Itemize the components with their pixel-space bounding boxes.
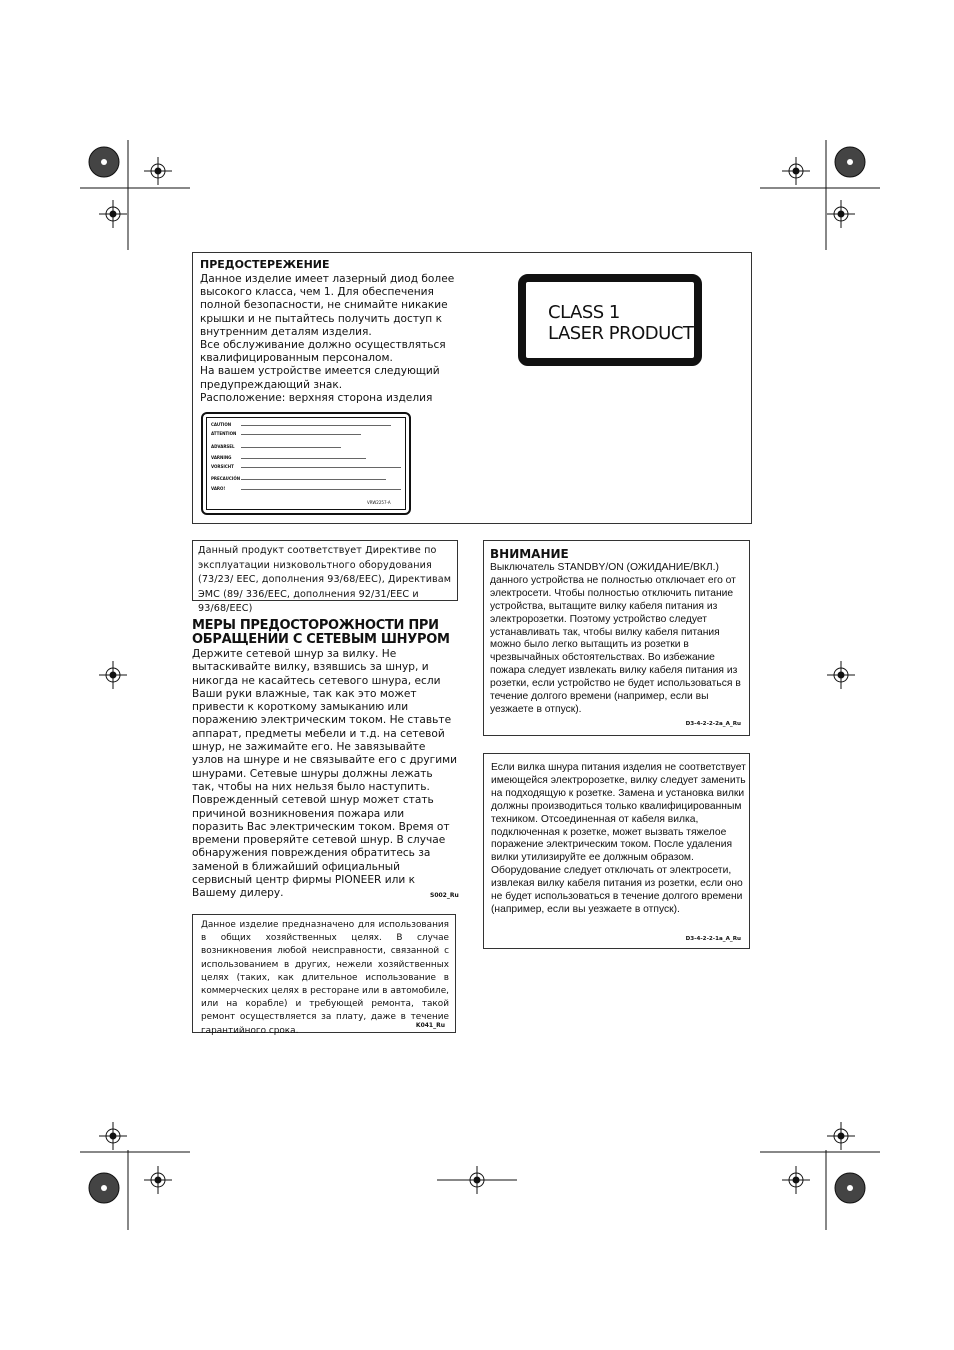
laser-body-text: Данное изделие имеет лазерный диод более высокого класса, чем 1. Для обеспечения полной безопасности, не снимайте никакие крышки и не пытайтесь получить доступ к внутренним деталям изделия. Все обслуживание должно осуществляться квалифицированным персоналом. На вашем устройстве имеется следующий предупреждающий знак. Расположение: верхняя сторона изделия xyxy=(200,273,455,404)
plug-box xyxy=(483,753,750,949)
class1-laser-text: CLASS 1 LASER PRODUCT xyxy=(548,302,694,344)
class1-laser-label xyxy=(518,274,702,366)
home-use-code: K041_Ru xyxy=(415,1022,445,1029)
warn-row-4: VORSICHT xyxy=(211,464,234,469)
plug-code: D3-4-2-2-1a_A_Ru xyxy=(685,936,741,942)
directive-text: Данный продукт соответствует Директиве по эксплуатации низковольтного оборудования (73/23/ EEC, дополнения 93/68/EEC), Директивам ЭМС (89/ 336/EEC, дополнения 92/31/EEC и 93/68/EEC) xyxy=(198,545,452,614)
home-use-text: Данное изделие предназначено для использования в общих хозяйственных целях. В случае возникновения любой неисправности, связанной с использованием в других, нежели хозяйственных целях (таких, как длительное использование в коммерческих целях в ресторане или в автомобиле, или на корабле) и требующей ремонта, такой ремонт осуществляется за плату, даже в течение гарантийного срока. xyxy=(201,920,449,1036)
warn-row-2: ADVARSEL xyxy=(211,444,235,449)
home-use-box xyxy=(192,914,456,1036)
attention-code: D3-4-2-2-2a_A_Ru xyxy=(685,721,741,727)
cord-code: S002_Ru xyxy=(430,892,459,899)
warn-row-5: PRECAUCIÓN xyxy=(211,476,241,481)
plug-text: Если вилка шнура питания изделия не соответствует имеющейся электророзетке, вилку следует заменить на подходящую к розетке. Замена и установка вилки должны производиться только квалифицированным техником. Отсоединенная от кабеля вилка, подключенная к розетке, может вызвать тяжелое поражение электрическим током. После удаления вилки утилизируйте ее должным образом. Оборудование следует отключать от электросети, извлекая вилку кабеля питания из розетки, если оно не будет использоваться в течение долгого времени (например, если вы уезжаете в отпуск). xyxy=(491,762,746,915)
warn-row-0: CAUTION xyxy=(211,422,232,427)
laser-caution-box xyxy=(192,252,752,524)
cord-heading: МЕРЫ ПРЕДОСТОРОЖНОСТИ ПРИ ОБРАЩЕНИИ С СЕТЕВЫМ ШНУРОМ xyxy=(192,618,450,647)
warn-row-3: VARNING xyxy=(211,455,232,460)
cord-text: Держите сетевой шнур за вилку. Не вытаскивайте вилку, взявшись за шнур, и никогда не касайтесь сетевого шнура, если Ваши руки влажные, так как это может привести к короткому замыканию или поражению электрическим током. Не ставьте аппарат, предметы мебели и т.д. на сетевой шнур, не зажимайте его. Не завязывайте узлов на шнуре и не связывайте его с другими шнурами. Сетевые шнуры должны лежать так, чтобы на них нельзя было наступить. Поврежденный сетевой шнур может стать причиной возникновения пожара или поразить Вас электрическим током. Время от времени проверяйте сетевой шнур. В случае обнаружения повреждения обратитесь за заменой в ближайший официальный сервисный центр фирмы PIONEER или к Вашему дилеру. xyxy=(192,648,457,900)
directive-box xyxy=(192,540,458,614)
attention-heading: ВНИМАНИЕ xyxy=(490,547,569,561)
attention-text: Выключатель STANDBY/ON (ОЖИДАНИЕ/ВКЛ.) данного устройства не полностью отключает его от электросети. Чтобы полностью отключить питание устройства, вытащите вилку кабеля питания из электророзетки. Поэтому устройство следует устанавливать так, чтобы вилку кабеля питания можно было легко вытащить из розетки в чрезвычайных обстоятельствах. Во избежание пожара следует извлекать вилку кабеля питания из розетки, если устройство не будет использоваться в течение долгого времени (например, если вы уезжаете в отпуск). xyxy=(490,562,741,715)
warn-code: VRW2257-A xyxy=(367,500,391,505)
warn-row-6: VARO! xyxy=(211,486,226,491)
laser-heading: ПРЕДОСТЕРЕЖЕНИЕ xyxy=(200,258,330,271)
warn-row-1: ATTENTION xyxy=(211,431,237,436)
attention-box xyxy=(483,540,750,736)
laser-warning-label-image xyxy=(201,412,411,515)
warning-label-inner xyxy=(206,417,406,510)
